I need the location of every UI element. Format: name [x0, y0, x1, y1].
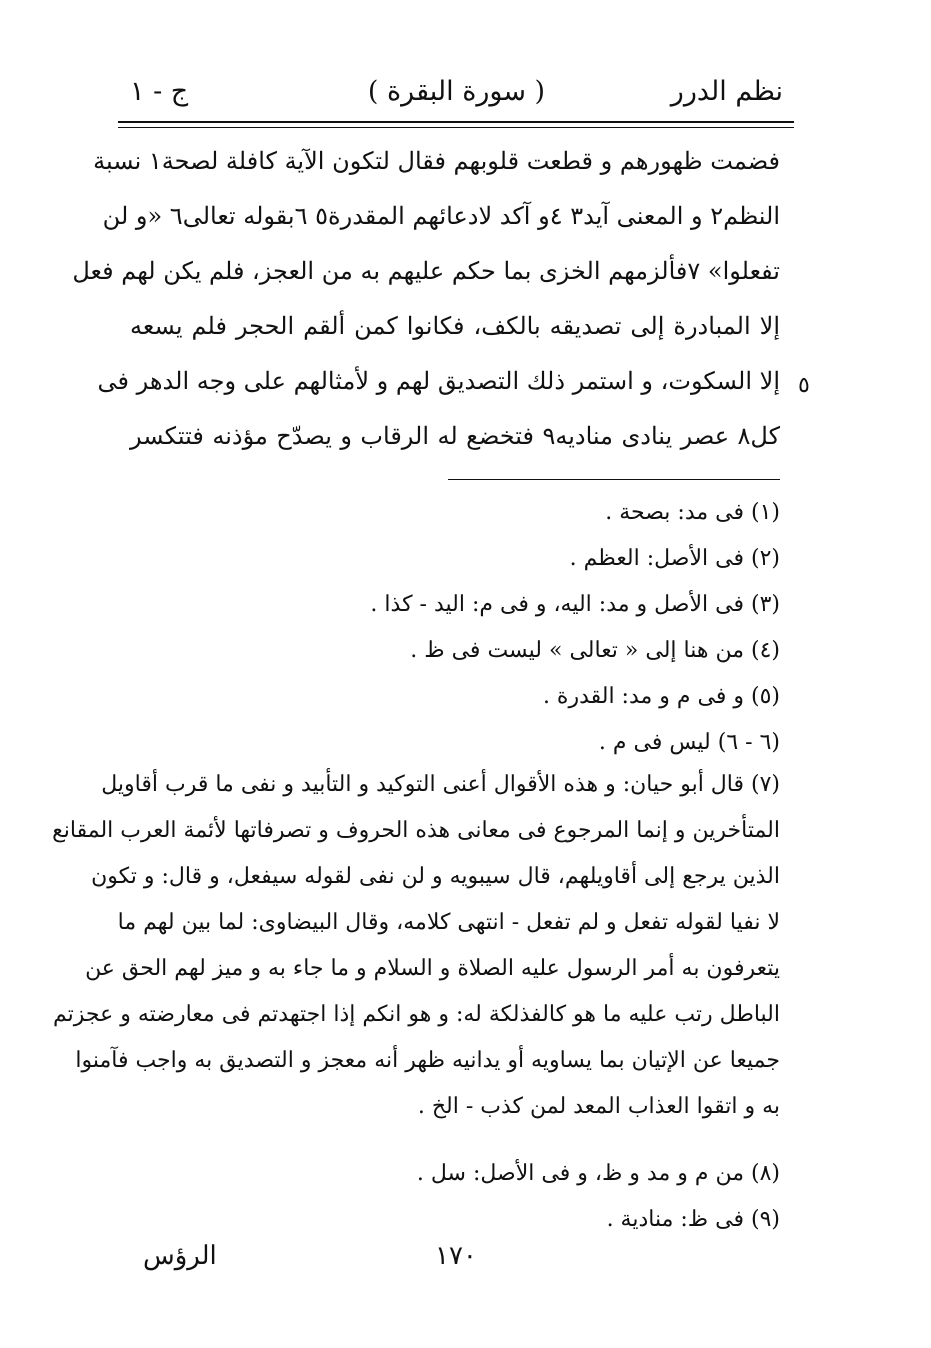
footnote-long — [52, 762, 780, 1130]
footnote-line: (٧) قال أبو حيان: و هذه الأقوال أعنى التوكيد و التأبيد و نفى ما قرب أقاويل — [101, 772, 780, 797]
footnote: (٥) و فى م و مد: القدرة . — [542, 684, 780, 709]
main-text — [72, 134, 781, 464]
header-rule-thick — [118, 121, 794, 123]
footnote: (٩) فى ظ: منادية . — [606, 1207, 780, 1232]
body-line: إلا السكوت، و استمر ذلك التصديق لهم و لأمثالهم على وجه الدهر فى — [97, 367, 780, 395]
footnote-line: المتأخرين و إنما المرجوع فى معانى هذه الحروف و تصرفاتها لأئمة العرب المقانع — [52, 818, 780, 843]
body-line: النظم٢ و المعنى آيد٣ ٤و آكد لادعائهم المقدرة٥ ٦بقوله تعالى٦ «و لن — [102, 202, 780, 230]
footnote: (٦ - ٦) ليس فى م . — [598, 730, 780, 755]
footnote: (٢) فى الأصل: العظم . — [569, 546, 780, 571]
header-surah-title: ( سورة البقرة ) — [367, 76, 546, 107]
footnote: (١) فى مد: بصحة . — [605, 500, 780, 525]
body-line: كل٨ عصر ينادى مناديه٩ فتخضع له الرقاب و يصدّح مؤذنه فتتكسر — [130, 422, 781, 450]
footnotes-group-a — [130, 490, 780, 766]
margin-line-number: ٥ — [798, 373, 810, 398]
footnote-line: الذين يرجع إلى أقاويلهم، قال سيبويه و لن نفى لقوله سيفعل، و قال: و تكون — [91, 864, 780, 889]
body-line: إلا المبادرة إلى تصديقه بالكف، فكانوا كمن ألقم الحجر فلم يسعه — [130, 312, 780, 340]
header-book-title: نظم الدرر — [670, 76, 783, 107]
footnote: (٣) فى الأصل و مد: اليه، و فى م: اليد - كذا . — [370, 592, 780, 617]
body-line: تفعلوا» ٧فألزمهم الخزى بما حكم عليهم به من العجز، فلم يكن لهم فعل — [72, 257, 780, 285]
running-header — [130, 72, 783, 116]
body-line: فضمت ظهورهم و قطعت قلوبهم فقال لتكون الآية كافلة لصحة١ نسبة — [93, 147, 780, 175]
header-volume: ج - ١ — [130, 76, 189, 107]
footnote-line: جميعا عن الإتيان بما يساويه أو يدانيه ظهر أنه معجز و التصديق به واجب فآمنوا — [75, 1048, 780, 1073]
header-rule-thin — [118, 127, 794, 128]
footnote-separator — [448, 479, 780, 480]
footnote-line: يتعرفون به أمر الرسول عليه الصلاة و السلام و ما جاء به و ميز لهم الحق عن — [85, 956, 780, 981]
page-number: ١٧٠ — [435, 1241, 477, 1271]
footnote-line: الباطل رتب عليه ما هو كالفذلكة له: و هو انكم إذا اجتهدتم فى معارضته و عجزتم — [53, 1002, 780, 1027]
footnote-line: به و اتقوا العذاب المعد لمن كذب - الخ . — [417, 1094, 780, 1119]
footnotes-group-c — [130, 1151, 780, 1243]
footnote-line: لا نفيا لقوله تفعل و لم تفعل - انتهى كلامه، وقال البيضاوى: لما بين لهم ما — [117, 910, 780, 935]
footnote: (٨) من م و مد و ظ، و فى الأصل: سل . — [416, 1161, 780, 1186]
signature-mark: الرؤس — [143, 1241, 217, 1271]
footnote: (٤) من هنا إلى « تعالى » ليست فى ظ . — [410, 638, 780, 663]
